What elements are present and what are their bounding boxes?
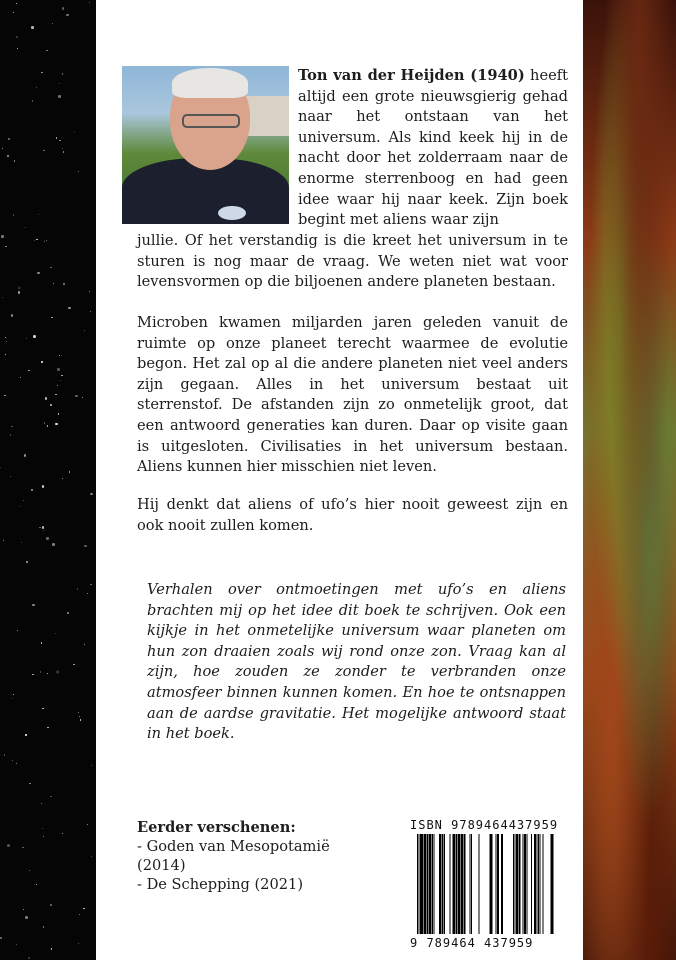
nebula-right — [583, 0, 676, 960]
star — [69, 471, 70, 472]
barcode-bar — [432, 834, 433, 934]
star — [39, 527, 40, 528]
star — [42, 708, 43, 709]
star — [82, 397, 83, 398]
star — [11, 314, 14, 317]
barcode-bar — [439, 834, 441, 934]
star — [8, 138, 11, 141]
star — [47, 673, 48, 674]
isbn-label: ISBN 9789464437959 — [410, 818, 559, 832]
author-intro-text: heeft altijd een grote nieuwsgierig gehad naar het ontstaan van het universum. Als kind keek hij in de nacht door het zolderraam naar de enorme sterrenboog en had geen idee waar hij naar keek. Zijn boek begint met aliens waar zijn — [298, 67, 568, 229]
star — [56, 137, 57, 138]
author-intro — [298, 66, 568, 231]
barcode-bar — [496, 834, 497, 934]
star — [84, 330, 85, 331]
star — [89, 2, 90, 3]
star — [59, 355, 60, 356]
star — [0, 467, 1, 468]
barcode-bar — [442, 834, 444, 934]
star — [36, 239, 37, 240]
star — [43, 836, 44, 837]
barcode-bar — [420, 834, 423, 934]
star — [90, 311, 91, 312]
earlier-item: - Goden van Mesopotamië (2014) — [137, 838, 330, 874]
star — [52, 23, 53, 24]
star — [80, 719, 81, 720]
barcode-bar — [501, 834, 503, 934]
star — [62, 7, 65, 10]
star — [29, 870, 30, 871]
star — [90, 493, 93, 496]
barcode-bar — [471, 834, 472, 934]
star — [44, 241, 45, 242]
star — [32, 674, 33, 675]
star — [16, 944, 17, 945]
barcode-bar — [531, 834, 532, 934]
star — [12, 698, 13, 699]
star — [28, 957, 31, 960]
star — [23, 500, 24, 501]
star — [91, 765, 92, 766]
star — [55, 633, 56, 634]
star — [38, 214, 39, 215]
star — [63, 283, 64, 284]
barcode-bar — [523, 834, 524, 934]
author-intro-continued: jullie. Of het verstandig is die kreet het universum in te sturen is nog maar de vraag. We weten niet wat voor levensvormen op die biljoenen andere planeten bestaan. — [137, 232, 568, 291]
barcode-bar — [540, 834, 541, 934]
star — [46, 240, 47, 241]
star — [34, 240, 35, 241]
star — [89, 291, 90, 292]
star — [50, 904, 53, 907]
star — [37, 272, 40, 275]
earlier-item: - De Schepping (2021) — [137, 876, 304, 893]
star — [33, 335, 36, 338]
star — [25, 916, 28, 919]
star — [51, 948, 52, 949]
star — [55, 423, 58, 426]
star — [55, 394, 56, 395]
star — [20, 377, 21, 378]
starfield-left — [0, 0, 96, 960]
star — [68, 307, 71, 310]
star — [44, 422, 45, 423]
star — [26, 561, 29, 564]
star — [13, 214, 14, 215]
star — [6, 341, 7, 342]
star — [24, 454, 27, 457]
star — [79, 914, 80, 915]
star — [22, 847, 23, 848]
star — [41, 361, 42, 362]
star — [62, 73, 63, 74]
star — [79, 716, 80, 717]
star — [91, 856, 92, 857]
star — [60, 380, 61, 381]
star — [45, 397, 48, 400]
star — [0, 937, 1, 938]
star — [43, 530, 44, 531]
star — [58, 413, 59, 414]
star — [26, 338, 27, 339]
star — [62, 833, 63, 834]
barcode-bar — [515, 834, 516, 934]
author-photo — [122, 66, 289, 224]
star — [10, 476, 11, 477]
star — [75, 395, 78, 398]
star — [84, 644, 85, 645]
star — [50, 404, 53, 407]
star — [42, 828, 43, 829]
star — [53, 283, 54, 284]
barcode-bar — [543, 834, 544, 934]
star — [25, 227, 26, 228]
star — [7, 155, 10, 158]
star — [2, 297, 3, 298]
star — [7, 844, 10, 847]
barcode-bar — [519, 834, 521, 934]
quote-paragraph: Verhalen over ontmoetingen met ufo’s en aliens brachten mij op het idee dit boek te schrijven. Ook een kijkje in het onmetelijke universum waar planeten om hun zon draaien zoals wij rond onze zon. Vraag kan al zijn, hoe zouden ze zonder te verbranden onze atmosfeer binnen kunnen komen. En hoe te ontsnappen aan de aardse gravitatie. Het mogelijke antwoord staat in het boek. — [147, 581, 566, 743]
barcode-bar — [534, 834, 536, 934]
star — [13, 12, 14, 13]
star — [83, 908, 84, 909]
star — [87, 593, 88, 594]
star — [21, 542, 22, 543]
star — [46, 50, 47, 51]
star — [59, 140, 60, 141]
barcode-bar — [516, 834, 518, 934]
star — [17, 630, 18, 631]
star — [61, 375, 62, 376]
star — [32, 100, 33, 101]
barcode-bar — [456, 834, 457, 934]
star — [59, 83, 60, 84]
star — [41, 803, 42, 804]
star — [29, 783, 30, 784]
star — [90, 584, 91, 585]
barcode-bar — [458, 834, 461, 934]
star — [57, 385, 58, 386]
star — [1, 235, 4, 238]
star — [87, 824, 88, 825]
star — [32, 604, 35, 607]
star — [50, 267, 51, 268]
barcode-bar — [497, 834, 499, 934]
star — [66, 14, 69, 17]
paragraph-2: Microben kwamen miljarden jaren geleden vanuit de ruimte op onze planeet terecht waarmee de evolutie begon. Het zal op al die andere planeten niet veel anders zijn gegaan. Alles in het universum bestaat uit sterrenstof. De afstanden zijn zo onmetelijk groot, dat een antwoord generaties kan duren. Daar op visite gaan is uitgesloten. Civilisaties in het universum bestaan. Aliens kunnen hier misschien niet leven. — [137, 314, 568, 476]
star — [67, 612, 68, 613]
back-cover-panel — [96, 0, 583, 960]
barcode-bar — [538, 834, 539, 934]
barcode-bar — [453, 834, 456, 934]
star — [58, 95, 61, 98]
barcode-bar — [424, 834, 427, 934]
star — [16, 3, 17, 4]
earlier-publications — [137, 818, 377, 894]
star — [73, 664, 74, 665]
barcode-bar — [461, 834, 463, 934]
star — [42, 485, 45, 488]
barcode-bar — [537, 834, 538, 934]
star — [62, 478, 63, 479]
star — [78, 712, 79, 713]
star — [13, 694, 14, 695]
barcode-bar — [419, 834, 420, 934]
star — [25, 734, 26, 735]
star — [47, 727, 48, 728]
star — [40, 671, 41, 672]
star — [51, 317, 52, 318]
star — [19, 506, 20, 507]
barcode-bar — [513, 834, 514, 934]
star — [42, 526, 45, 529]
star — [12, 760, 13, 761]
star — [43, 150, 44, 151]
star — [11, 426, 12, 427]
star — [4, 395, 5, 396]
star — [36, 87, 37, 88]
barcode-bar — [479, 834, 480, 934]
barcode-bar — [429, 834, 432, 934]
star — [41, 642, 42, 643]
barcode-bar — [524, 834, 526, 934]
star — [2, 148, 3, 149]
barcode-bar — [417, 834, 418, 934]
star — [31, 26, 34, 29]
star — [63, 151, 64, 152]
paragraph-3: Hij denkt dat aliens of ufo’s hier nooit geweest zijn en ook nooit zullen komen. — [137, 496, 568, 534]
star — [78, 943, 79, 944]
barcode-bar — [470, 834, 471, 934]
star — [3, 540, 4, 541]
star — [78, 171, 79, 172]
star — [43, 926, 44, 927]
barcode — [410, 834, 560, 934]
star — [5, 337, 6, 338]
star — [16, 763, 17, 764]
star — [57, 368, 60, 371]
barcode-bar — [490, 834, 493, 934]
star — [74, 131, 75, 132]
star — [23, 909, 24, 910]
barcode-bar — [464, 834, 466, 934]
star — [10, 434, 11, 435]
star — [84, 545, 87, 548]
star — [50, 796, 51, 797]
star — [36, 884, 37, 885]
star — [18, 291, 21, 294]
star — [62, 148, 63, 149]
barcode-bar — [551, 834, 554, 934]
author-name: Ton van der Heijden (1940) — [298, 67, 525, 84]
star — [41, 72, 42, 73]
star — [5, 246, 6, 247]
earlier-heading: Eerder verschenen: — [137, 819, 296, 836]
star — [31, 489, 34, 492]
barcode-bar — [444, 834, 445, 934]
star — [4, 754, 5, 755]
star — [16, 36, 19, 39]
star — [28, 370, 29, 371]
star — [46, 537, 49, 540]
star — [17, 48, 18, 49]
star — [52, 543, 55, 546]
star — [14, 160, 15, 161]
barcode-bar — [427, 834, 428, 934]
barcode-digits: 9 789464 437959 — [410, 936, 534, 950]
star — [47, 425, 48, 426]
shirt-logo-badge-icon — [218, 206, 246, 220]
barcode-bar — [450, 834, 451, 934]
star — [77, 588, 78, 589]
star — [5, 354, 6, 355]
barcode-bar — [434, 834, 435, 934]
barcode-bar — [527, 834, 528, 934]
